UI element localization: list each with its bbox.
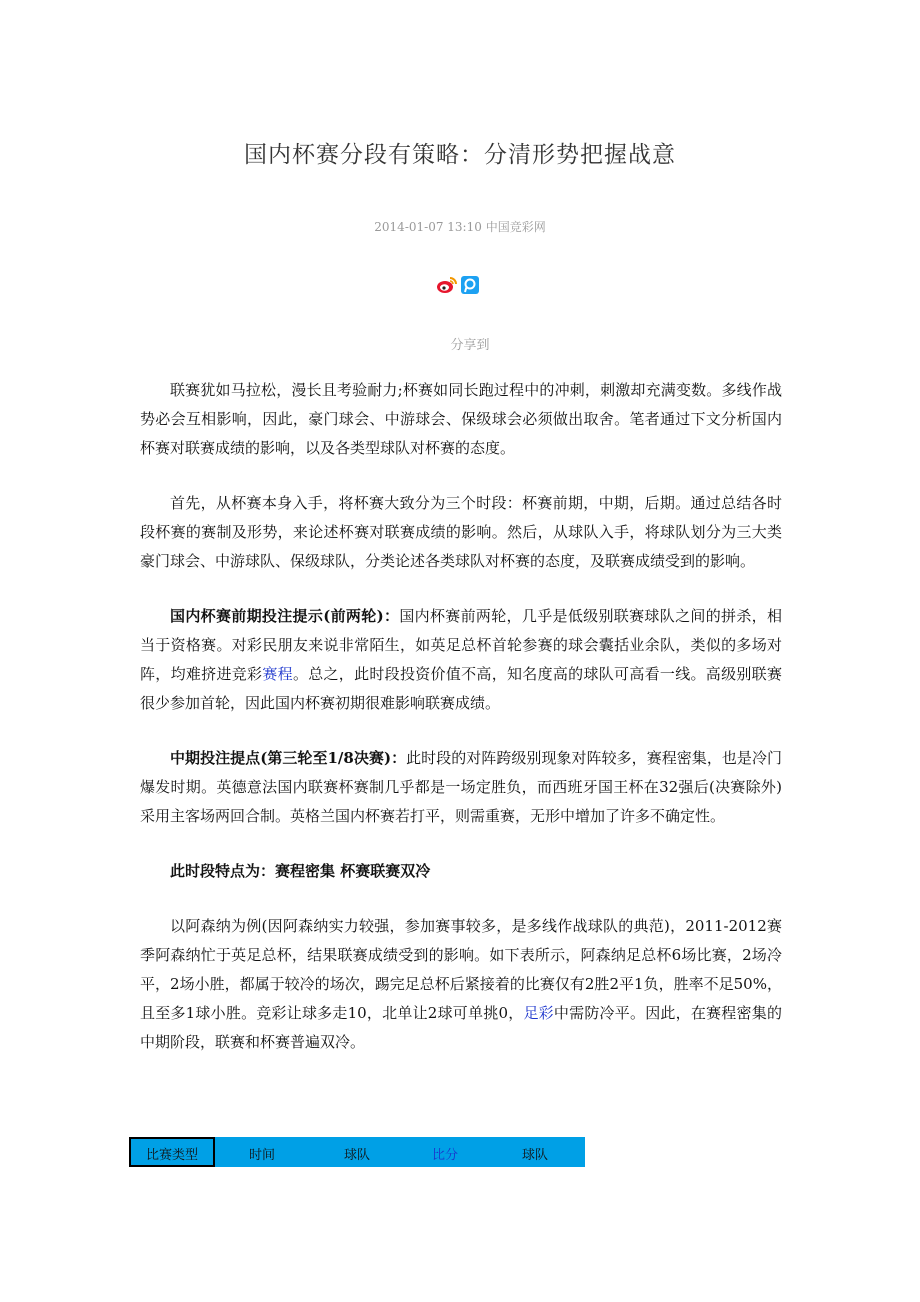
early-stage-text-b: 。总之，此时段投资价值不高，知名度高的球队可高看一线。高级别联赛很少参加首轮，因此国内杯赛初期很难影响联赛成绩。: [140, 665, 782, 712]
arsenal-text-b: 中需防冷平。因此，在赛程密集的中期阶段，联赛和杯赛普遍双冷。: [140, 1004, 782, 1051]
mid-stage-heading: 中期投注提点(第三轮至1/8决赛)：: [170, 749, 407, 767]
header-match-type: 比赛类型: [129, 1137, 215, 1167]
weibo-icon[interactable]: [436, 275, 456, 295]
early-stage-text-a: 国内杯赛前两轮，几乎是低级别联赛球队之间的拼杀，相当于资格赛。对彩民朋友来说非常陌生，如英足总杯首轮参赛的球会囊括业余队，类似的多场对阵，均难挤进竞彩: [140, 607, 782, 683]
header-time: 时间: [248, 1148, 275, 1163]
share-icons: [436, 275, 480, 295]
source-name: 中国竞彩网: [485, 220, 546, 234]
article-body: [140, 376, 782, 1083]
football-lottery-link[interactable]: 足彩: [523, 1004, 554, 1022]
header-score: 比分: [431, 1148, 458, 1163]
match-table-header: [129, 1137, 585, 1167]
header-home-team: 球队: [343, 1148, 370, 1163]
paragraph-early-stage: [140, 602, 782, 718]
early-stage-heading: 国内杯赛前期投注提示(前两轮)：: [170, 607, 400, 625]
article-meta: [0, 218, 920, 235]
publish-date: 2014-01-07 13:10: [374, 220, 482, 234]
paragraph-overview: 首先，从杯赛本身入手，将杯赛大致分为三个时段：杯赛前期，中期，后期。通过总结各时段杯赛的赛制及形势，来论述杯赛对联赛成绩的影响。然后，从球队入手，将球队划分为三大类 豪门球会、中游球队、保级球队，分类论述各类球队对杯赛的态度，及联赛成绩受到的影响。: [140, 494, 782, 570]
article-title: 国内杯赛分段有策略：分清形势把握战意: [244, 142, 676, 168]
paragraph-mid-stage: [140, 744, 782, 831]
share-label: 分享到: [450, 338, 490, 353]
paragraph-feature: [140, 857, 782, 886]
mid-stage-text: 此时段的对阵跨级别现象对阵较多，赛程密集，也是冷门爆发时期。英德意法国内联赛杯赛制几乎都是一场定胜负，而西班牙国王杯在32强后(决赛除外)采用主客场两回合制。英格兰国内杯赛若打平，则需重赛，无形中增加了许多不确定性。: [140, 749, 782, 825]
tencent-weibo-icon[interactable]: [460, 275, 480, 295]
paragraph-intro: 联赛犹如马拉松，漫长且考验耐力;杯赛如同长跑过程中的冲刺，刺激却充满变数。多线作战势必会互相影响，因此，豪门球会、中游球会、保级球会必须做出取舍。笔者通过下文分析国内杯赛对联赛成绩的影响，以及各类型球队对杯赛的态度。: [140, 381, 782, 457]
feature-heading: 此时段特点为：赛程密集 杯赛联赛双冷: [170, 862, 431, 880]
paragraph-arsenal: [140, 912, 782, 1057]
arsenal-text-a: 以阿森纳为例(因阿森纳实力较强，参加赛事较多，是多线作战球队的典范)，2011-2012赛季阿森纳忙于英足总杯，结果联赛成绩受到的影响。如下表所示，阿森纳足总杯6场比赛，2场冷平，2场小胜，都属于较冷的场次，踢完足总杯后紧接着的比赛仅有2胜2平1负，胜率不足50%，且至多1球小胜。竞彩让球多走10，北单让2球可单挑0，: [140, 917, 782, 1022]
schedule-link[interactable]: 赛程: [262, 665, 293, 683]
header-away-team: 球队: [521, 1148, 548, 1163]
